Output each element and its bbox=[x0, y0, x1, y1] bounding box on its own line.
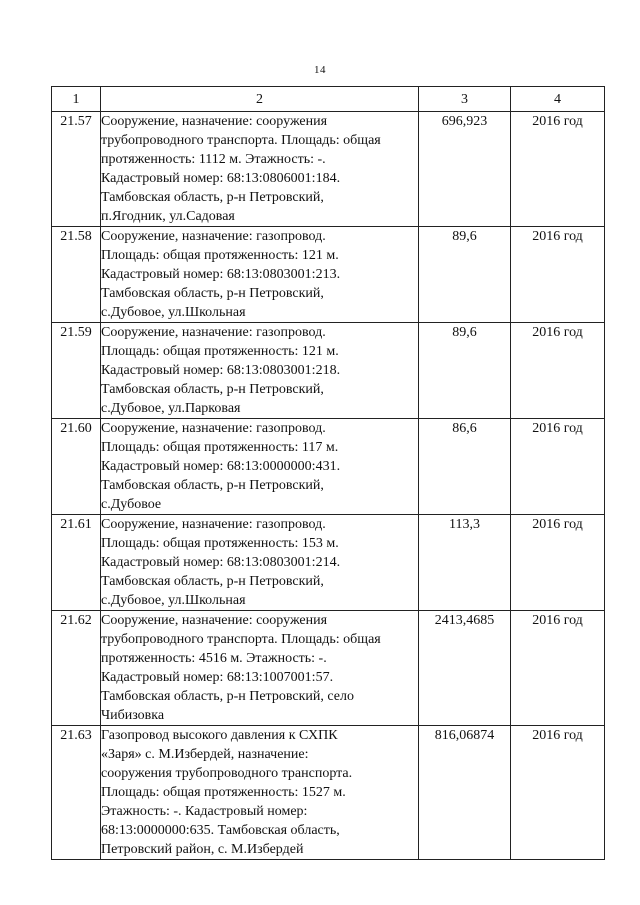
row-description bbox=[101, 323, 419, 419]
description-line: Тамбовская область, р-н Петровский, bbox=[101, 190, 324, 205]
column-header-3: 3 bbox=[419, 87, 511, 112]
page-number: 14 bbox=[314, 64, 326, 76]
row-value: 816,06874 bbox=[419, 726, 511, 860]
description-line: протяженность: 4516 м. Этажность: -. bbox=[101, 651, 327, 666]
description-line: Тамбовская область, р-н Петровский, bbox=[101, 574, 324, 589]
row-value: 86,6 bbox=[419, 419, 511, 515]
description-line: Площадь: общая протяженность: 153 м. bbox=[101, 536, 339, 551]
table-row bbox=[52, 611, 605, 726]
description-line: Площадь: общая протяженность: 1527 м. bbox=[101, 785, 346, 800]
description-line: Сооружение, назначение: газопровод. bbox=[101, 517, 326, 532]
description-line: трубопроводного транспорта. Площадь: общая bbox=[101, 632, 381, 647]
row-year: 2016 год bbox=[511, 611, 605, 726]
row-value: 113,3 bbox=[419, 515, 511, 611]
row-number: 21.62 bbox=[52, 611, 101, 726]
row-number: 21.61 bbox=[52, 515, 101, 611]
description-line: Кадастровый номер: 68:13:0000000:431. bbox=[101, 459, 341, 474]
description-line: Петровский район, с. М.Избердей bbox=[101, 842, 304, 857]
description-line: с.Дубовое, ул.Школьная bbox=[101, 305, 246, 320]
description-line: протяженность: 1112 м. Этажность: -. bbox=[101, 152, 326, 167]
row-value: 2413,4685 bbox=[419, 611, 511, 726]
property-table bbox=[51, 86, 605, 860]
description-line: Кадастровый номер: 68:13:0803001:213. bbox=[101, 267, 341, 282]
row-value: 696,923 bbox=[419, 112, 511, 227]
description-line: Тамбовская область, р-н Петровский, bbox=[101, 382, 324, 397]
row-description bbox=[101, 726, 419, 860]
column-header-4: 4 bbox=[511, 87, 605, 112]
row-year: 2016 год bbox=[511, 515, 605, 611]
description-line: Сооружение, назначение: газопровод. bbox=[101, 421, 326, 436]
row-value: 89,6 bbox=[419, 323, 511, 419]
row-value: 89,6 bbox=[419, 227, 511, 323]
row-number: 21.60 bbox=[52, 419, 101, 515]
description-line: Тамбовская область, р-н Петровский, bbox=[101, 478, 324, 493]
row-number: 21.63 bbox=[52, 726, 101, 860]
description-line: Тамбовская область, р-н Петровский, bbox=[101, 286, 324, 301]
description-line: с.Дубовое, ул.Парковая bbox=[101, 401, 241, 416]
description-line: с.Дубовое bbox=[101, 497, 162, 512]
description-line: Сооружение, назначение: газопровод. bbox=[101, 325, 326, 340]
table-row bbox=[52, 227, 605, 323]
description-line: Сооружение, назначение: сооружения bbox=[101, 613, 328, 628]
description-line: «Заря» с. М.Избердей, назначение: bbox=[101, 747, 309, 762]
table-row bbox=[52, 726, 605, 860]
description-line: Чибизовка bbox=[101, 708, 165, 723]
row-description bbox=[101, 112, 419, 227]
column-header-1: 1 bbox=[52, 87, 101, 112]
description-line: п.Ягодник, ул.Садовая bbox=[101, 209, 235, 224]
description-line: с.Дубовое, ул.Школьная bbox=[101, 593, 246, 608]
row-year: 2016 год bbox=[511, 726, 605, 860]
description-line: Площадь: общая протяженность: 121 м. bbox=[101, 248, 339, 263]
row-year: 2016 год bbox=[511, 419, 605, 515]
table-row bbox=[52, 112, 605, 227]
row-year: 2016 год bbox=[511, 323, 605, 419]
description-line: Кадастровый номер: 68:13:1007001:57. bbox=[101, 670, 334, 685]
description-line: Тамбовская область, р-н Петровский, село bbox=[101, 689, 354, 704]
row-year: 2016 год bbox=[511, 227, 605, 323]
row-description bbox=[101, 419, 419, 515]
description-line: трубопроводного транспорта. Площадь: общая bbox=[101, 133, 381, 148]
table-row bbox=[52, 515, 605, 611]
row-year: 2016 год bbox=[511, 112, 605, 227]
description-line: Сооружение, назначение: сооружения bbox=[101, 114, 328, 129]
description-line: 68:13:0000000:635. Тамбовская область, bbox=[101, 823, 340, 838]
description-line: Сооружение, назначение: газопровод. bbox=[101, 229, 326, 244]
description-line: Этажность: -. Кадастровый номер: bbox=[101, 804, 308, 819]
table-header-row bbox=[52, 87, 605, 112]
description-line: Площадь: общая протяженность: 117 м. bbox=[101, 440, 339, 455]
description-line: Газопровод высокого давления к СХПК bbox=[101, 728, 338, 743]
row-description bbox=[101, 515, 419, 611]
row-number: 21.57 bbox=[52, 112, 101, 227]
description-line: сооружения трубопроводного транспорта. bbox=[101, 766, 353, 781]
description-line: Кадастровый номер: 68:13:0803001:214. bbox=[101, 555, 341, 570]
description-line: Кадастровый номер: 68:13:0803001:218. bbox=[101, 363, 341, 378]
column-header-2: 2 bbox=[101, 87, 419, 112]
table-row bbox=[52, 323, 605, 419]
description-line: Площадь: общая протяженность: 121 м. bbox=[101, 344, 339, 359]
row-description bbox=[101, 611, 419, 726]
row-number: 21.59 bbox=[52, 323, 101, 419]
table-row bbox=[52, 419, 605, 515]
row-number: 21.58 bbox=[52, 227, 101, 323]
description-line: Кадастровый номер: 68:13:0806001:184. bbox=[101, 171, 341, 186]
row-description bbox=[101, 227, 419, 323]
